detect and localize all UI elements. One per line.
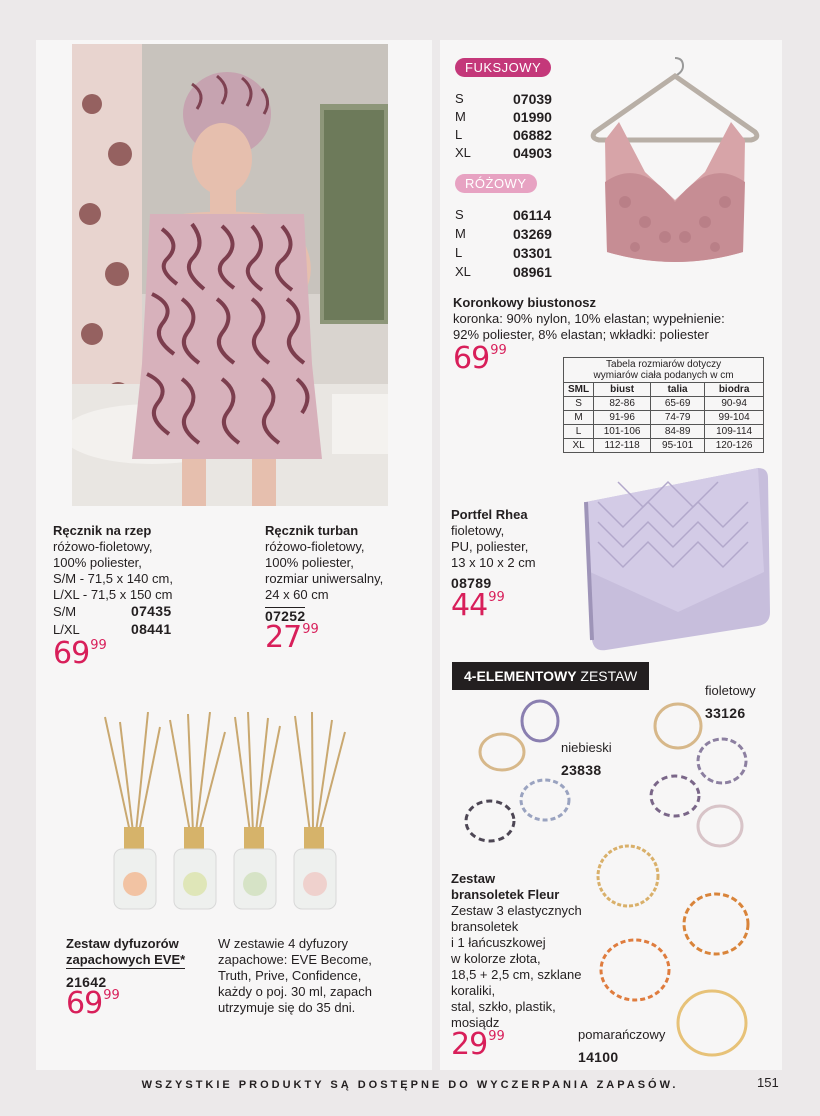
towel-desc-line: 100% poliester, — [53, 555, 142, 570]
size-label: L — [455, 245, 463, 260]
product-code: 03301 — [513, 245, 552, 261]
diffusers-photo — [100, 712, 350, 922]
size-label: S/M — [53, 604, 77, 619]
table-cell: 120-126 — [705, 439, 764, 453]
product-code: 06114 — [513, 207, 552, 223]
bracelets-name-line: bransoletek Fleur — [451, 887, 560, 902]
size-label: XL — [455, 145, 471, 160]
size-table-header: biodra — [705, 383, 764, 397]
towel-desc-line: różowo-fioletowy, — [53, 539, 153, 554]
wallet-price — [451, 588, 505, 623]
diffusers-desc-line: utrzymuje się do 35 dni. — [218, 1000, 356, 1015]
wallet-photo — [578, 462, 773, 654]
bracelets-desc-line: koraliki, — [451, 983, 496, 998]
variant-code-purple: 33126 — [705, 705, 746, 721]
price-decimal: 99 — [103, 988, 120, 1003]
turban-desc-line: różowo-fioletowy, — [265, 539, 365, 554]
bra-price — [453, 341, 507, 376]
diffusers-name-line: zapachowych EVE* — [66, 952, 186, 967]
table-cell: 91-96 — [594, 411, 651, 425]
bra-description — [453, 311, 725, 343]
table-cell: 101-106 — [594, 425, 651, 439]
bra-name: Koronkowy biustonosz — [453, 295, 596, 310]
product-code: 07435 — [131, 603, 172, 619]
wallet-desc-line: fioletowy, — [451, 523, 505, 538]
size-table-header: biust — [594, 383, 651, 397]
turban-name: Ręcznik turban — [265, 523, 359, 538]
bracelets-desc-line: 18,5 + 2,5 cm, szklane — [451, 967, 582, 982]
bracelets-description — [451, 903, 582, 1031]
price-decimal: 99 — [302, 622, 319, 637]
towel-name: Ręcznik na rzep — [53, 523, 152, 538]
diffusers-name — [66, 936, 185, 969]
turban-desc-line: rozmiar uniwersalny, — [265, 571, 384, 586]
turban-desc-line: 24 x 60 cm — [265, 587, 329, 602]
size-table-title-line: wymiarów ciała podanych w cm — [593, 370, 734, 381]
wallet-code: 08789 — [451, 575, 492, 591]
bracelets-desc-line: bransoletek — [451, 919, 519, 934]
price-decimal: 99 — [490, 343, 507, 358]
towel-photo — [72, 44, 388, 506]
diffusers-price — [66, 986, 120, 1021]
table-cell: 74-79 — [651, 411, 705, 425]
turban-description — [265, 539, 383, 603]
page-number: 151 — [757, 1075, 779, 1090]
variant-label-orange: pomarańczowy — [578, 1027, 666, 1042]
table-cell: 82-86 — [594, 397, 651, 411]
wallet-description — [451, 523, 536, 571]
table-cell: L — [564, 425, 594, 439]
size-label: M — [455, 226, 466, 241]
table-cell: XL — [564, 439, 594, 453]
product-code: 08961 — [513, 264, 552, 280]
size-label: XL — [455, 264, 471, 279]
table-cell: 65-69 — [651, 397, 705, 411]
set-banner — [452, 662, 649, 690]
bracelets-desc-line: w kolorze złota, — [451, 951, 541, 966]
table-row — [564, 411, 764, 425]
table-cell: 99-104 — [705, 411, 764, 425]
bracelets-desc-line: mosiądz — [451, 1015, 500, 1030]
variant-code-blue: 23838 — [561, 762, 602, 778]
footer-disclaimer: WSZYSTKIE PRODUKTY SĄ DOSTĘPNE DO WYCZERPANIA ZAPASÓW. — [141, 1079, 679, 1091]
price-integer: 44 — [451, 588, 488, 623]
table-cell: 109-114 — [705, 425, 764, 439]
size-label: S — [455, 91, 464, 106]
table-row — [564, 439, 764, 453]
price-decimal: 99 — [488, 1029, 505, 1044]
bracelets-desc-line: i 1 łańcuszkowej — [451, 935, 546, 950]
size-table-header: talia — [651, 383, 705, 397]
size-table-title — [564, 358, 764, 383]
table-cell: S — [564, 397, 594, 411]
diffusers-desc-line: zapachowe: EVE Become, — [218, 952, 372, 967]
variant-label-blue: niebieski — [561, 740, 612, 755]
table-row — [564, 425, 764, 439]
diffusers-code: 21642 — [66, 974, 107, 990]
price-integer: 69 — [53, 636, 90, 671]
bracelets-price — [451, 1027, 505, 1062]
product-code: 04903 — [513, 145, 552, 161]
price-decimal: 99 — [90, 638, 107, 653]
table-cell: 84-89 — [651, 425, 705, 439]
table-row — [564, 397, 764, 411]
diffusers-name-line: Zestaw dyfuzorów — [66, 936, 179, 951]
turban-desc-line: 100% poliester, — [265, 555, 354, 570]
product-code: 06882 — [513, 127, 552, 143]
towel-desc-line: L/XL - 71,5 x 150 cm — [53, 587, 173, 602]
banner-text: ZESTAW — [576, 668, 638, 684]
bracelets-name-line: Zestaw — [451, 871, 496, 886]
price-decimal: 99 — [488, 590, 505, 605]
bra-desc-line: koronka: 90% nylon, 10% elastan; wypełnienie: — [453, 311, 725, 326]
product-code: 03269 — [513, 226, 552, 242]
towel-size-row — [53, 603, 183, 621]
price-integer: 69 — [453, 341, 490, 376]
bra-photo — [575, 52, 775, 292]
product-code: 01990 — [513, 109, 552, 125]
towel-description — [53, 539, 173, 603]
diffusers-desc-line: Truth, Prive, Confidence, — [218, 968, 362, 983]
wallet-name: Portfel Rhea — [451, 507, 528, 522]
bra-desc-line: 92% poliester, 8% elastan; wkładki: poliester — [453, 327, 709, 342]
wallet-desc-line: PU, poliester, — [451, 539, 529, 554]
price-integer: 29 — [451, 1027, 488, 1062]
size-label: L — [455, 127, 463, 142]
table-cell: 95-101 — [651, 439, 705, 453]
wallet-desc-line: 13 x 10 x 2 cm — [451, 555, 536, 570]
diffusers-desc-line: W zestawie 4 dyfuzory — [218, 936, 349, 951]
variant-code-orange: 14100 — [578, 1049, 619, 1065]
size-label: S — [455, 207, 464, 222]
banner-bold-text: 4-ELEMENTOWY — [464, 668, 577, 684]
size-table-title-line: Tabela rozmiarów dotyczy — [606, 359, 722, 370]
color-pill-pink: RÓŻOWY — [455, 174, 537, 193]
size-table-header: SML — [564, 383, 594, 397]
diffusers-desc-line: każdy o poj. 30 ml, zapach — [218, 984, 372, 999]
price-integer: 69 — [66, 986, 103, 1021]
bracelets-desc-line: Zestaw 3 elastycznych — [451, 903, 582, 918]
size-table — [563, 357, 764, 453]
size-label: M — [455, 109, 466, 124]
towel-price — [53, 636, 107, 671]
variant-label-purple: fioletowy — [705, 683, 756, 698]
product-code: 07039 — [513, 91, 552, 107]
table-cell: 90-94 — [705, 397, 764, 411]
diffusers-description — [218, 936, 372, 1016]
color-pill-fuchsia: FUKSJOWY — [455, 58, 551, 77]
towel-desc-line: S/M - 71,5 x 140 cm, — [53, 571, 173, 586]
turban-price — [265, 620, 319, 655]
bracelets-name — [451, 871, 559, 903]
bracelets-desc-line: stal, szkło, plastik, — [451, 999, 556, 1014]
product-code: 08441 — [131, 621, 172, 637]
turban-code: 07252 — [265, 608, 306, 624]
price-integer: 27 — [265, 620, 302, 655]
size-label: L/XL — [53, 622, 80, 637]
table-cell: 112-118 — [594, 439, 651, 453]
table-cell: M — [564, 411, 594, 425]
